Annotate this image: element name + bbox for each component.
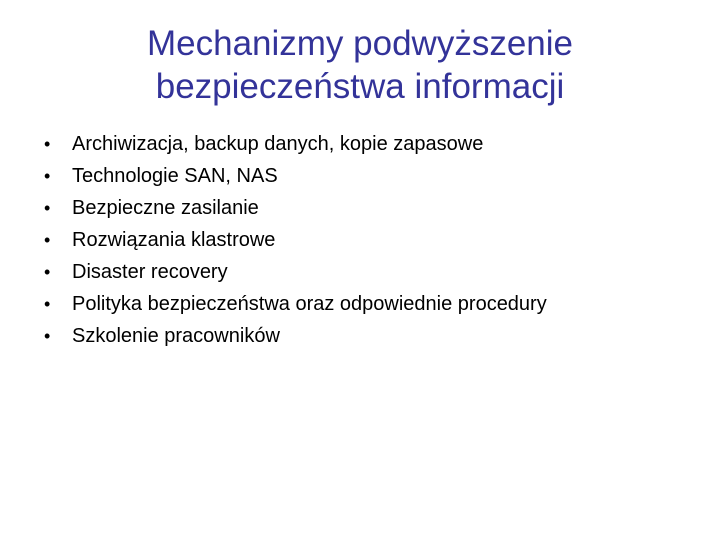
bullet-text: Rozwiązania klastrowe — [72, 229, 276, 251]
bullet-item — [40, 288, 700, 320]
bullet-item — [40, 192, 700, 224]
bullet-icon: • — [44, 294, 51, 314]
bullet-item — [40, 160, 700, 192]
bullet-text: Bezpieczne zasilanie — [72, 197, 259, 219]
bullet-text: Archiwizacja, backup danych, kopie zapasowe — [72, 133, 484, 155]
title-line-1: Mechanizmy podwyższenie — [146, 24, 573, 63]
bullet-icon: • — [44, 230, 51, 250]
bullet-item — [40, 320, 700, 352]
bullet-item — [40, 256, 700, 288]
bullet-item — [40, 128, 700, 160]
slide-title — [36, 22, 684, 108]
bullet-text: Disaster recovery — [72, 261, 228, 283]
bullet-item — [40, 224, 700, 256]
bullet-text: Szkolenie pracowników — [72, 325, 280, 347]
bullet-icon: • — [44, 134, 51, 154]
bullet-icon: • — [44, 326, 51, 346]
bullet-list — [40, 128, 700, 352]
bullet-icon: • — [44, 198, 51, 218]
bullet-icon: • — [44, 166, 51, 186]
bullet-text: Technologie SAN, NAS — [72, 165, 278, 187]
bullet-icon: • — [44, 262, 51, 282]
title-line-2: bezpieczeństwa informacji — [155, 67, 565, 106]
bullet-text: Polityka bezpieczeństwa oraz odpowiednie procedury — [72, 293, 547, 315]
